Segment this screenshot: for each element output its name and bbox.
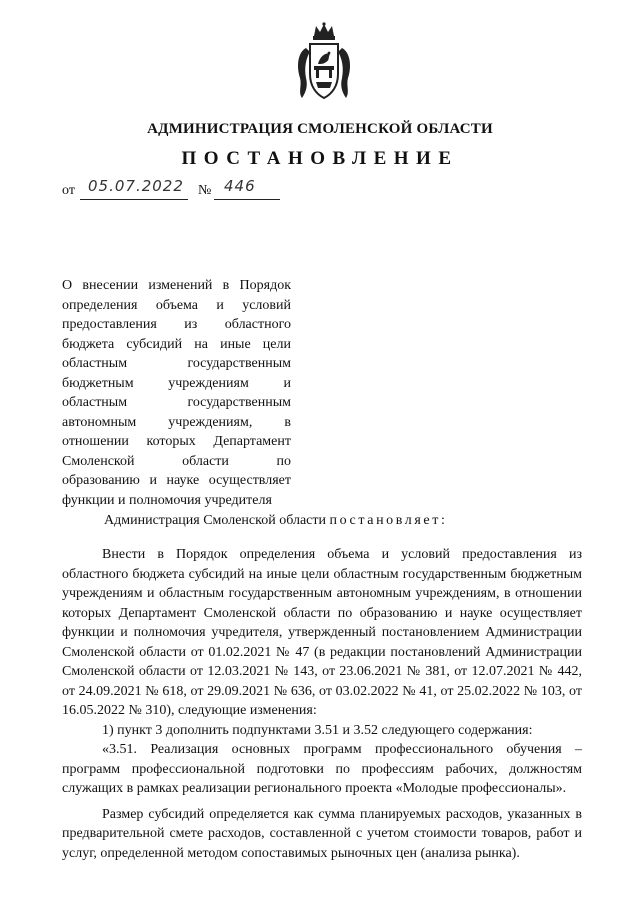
preamble-verb: постановляет: (329, 513, 448, 528)
document-body (62, 545, 582, 863)
subject-line: областным государственным (62, 356, 291, 371)
date-underline (80, 199, 188, 200)
number-prefix: № (198, 183, 212, 198)
subject-line: образованию и науке осуществляет (62, 473, 291, 488)
body-clause: Размер субсидий определяется как сумма планируемых расходов, указанных в предварительной смете расходов, составленной с учетом стоимости товаров, работ и услуг, определенной методом сопоставимых рыночных цен (анализа рынка). (62, 806, 582, 861)
document-type: ПОСТАНОВЛЕНИЕ (181, 148, 459, 169)
coat-of-arms-icon (294, 22, 354, 104)
organization-name: АДМИНИСТРАЦИЯ СМОЛЕНСКОЙ ОБЛАСТИ (147, 121, 493, 137)
body-paragraph: Внести в Порядок определения объема и условий предоставления из областного бюджета субсидий на иные цели областным государственным бюджетным учреждениям и областным государственным автономным учреждениям, в отношении которых Департамент Смоленской области по образованию и науке осуществляет функции и полномочия учредителя, утвержденный постановлением Администрации Смоленской области от 01.02.2021 № 47 (в редакции постановлений Администрации Смоленской области от 12.03.2021 № 143, от 23.06.2021 № 381, от 12.07.2021 № 442, от 24.09.2021 № 618, от 29.09.2021 № 636, от 03.02.2022 № 41, от 25.02.2022 № 103, от 16.05.2022 № 310), следующие изменения: (62, 547, 582, 718)
number-handwritten: 446 (224, 177, 256, 195)
subject-line: бюджета субсидий на иные цели (62, 336, 291, 352)
body-clause: «3.51. Реализация основных программ профессионального обучения – программ профессиональной подготовки по профессиям рабочих, должностям служащих в рамках реализации регионального проекта «Молодые профессионалы». (62, 742, 582, 796)
subject-line: бюджетным учреждениям и (62, 375, 291, 391)
subject-line: определения объема и условий (62, 297, 291, 313)
subject-line: О внесении изменений в Порядок (62, 278, 291, 293)
subject-line: функции и полномочия учредителя (62, 492, 272, 508)
number-underline (214, 199, 280, 200)
date-handwritten: 05.07.2022 (88, 177, 184, 195)
subject-line: областным государственным (62, 395, 291, 410)
preamble (104, 513, 447, 529)
date-prefix: от (62, 183, 75, 198)
preamble-text: Администрация Смоленской области (104, 513, 327, 528)
body-item: 1) пункт 3 дополнить подпунктами 3.51 и 3.52 следующего содержания: (102, 722, 533, 738)
subject-line: автономным учреждениям, в (62, 414, 291, 430)
document-subject (62, 276, 291, 510)
subject-line: предоставления из областного (62, 317, 291, 332)
subject-line: отношении которых Департамент (62, 434, 291, 449)
subject-line: Смоленской области по (62, 453, 291, 469)
